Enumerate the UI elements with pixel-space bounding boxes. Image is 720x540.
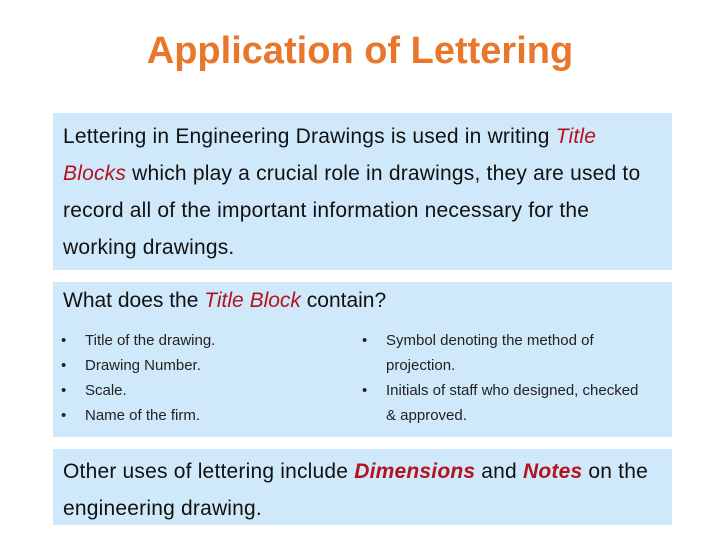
list-item-text: Drawing Number. xyxy=(85,357,201,374)
title-block-highlight: Title Block xyxy=(204,289,301,312)
other-uses-paragraph xyxy=(63,453,663,527)
other-text-1: Other uses of lettering include xyxy=(63,460,355,483)
other-text-2: and xyxy=(475,460,523,483)
intro-paragraph xyxy=(63,118,663,266)
intro-text-2: which play a crucial role in drawings, they are used to record all of the important information necessary for the working drawings. xyxy=(63,162,641,259)
title-block-contents-panel xyxy=(53,282,672,437)
title-blocks-highlight: Title Blocks xyxy=(63,125,597,185)
other-text-3: on the engineering drawing. xyxy=(63,460,648,520)
list-item-text: projection. xyxy=(386,357,456,374)
bullet-icon: • xyxy=(61,407,67,424)
page-title: Application of Lettering xyxy=(146,30,574,72)
question-text-2: contain? xyxy=(300,289,387,312)
list-item-text: Initials of staff who designed, checked xyxy=(386,382,639,399)
list-item-text: & approved. xyxy=(386,407,467,424)
intro-panel xyxy=(53,113,672,270)
bullet-icon: • xyxy=(362,332,368,349)
list-item-text: Name of the firm. xyxy=(85,407,201,424)
other-uses-panel xyxy=(53,449,672,525)
notes-highlight: Notes xyxy=(522,460,583,483)
bullet-icon: • xyxy=(61,332,67,349)
list-item-text: Title of the drawing. xyxy=(85,332,216,349)
intro-text-1: Lettering in Engineering Drawings is used in writing xyxy=(63,125,556,148)
question-heading xyxy=(63,289,386,313)
list-item-text: Symbol denoting the method of xyxy=(386,332,594,349)
list-item-text: Scale. xyxy=(85,382,127,399)
bullet-icon: • xyxy=(61,357,67,374)
bullet-icon: • xyxy=(61,382,67,399)
dimensions-highlight: Dimensions xyxy=(354,460,476,483)
bullet-icon: • xyxy=(362,382,368,399)
question-text-1: What does the xyxy=(63,289,205,312)
